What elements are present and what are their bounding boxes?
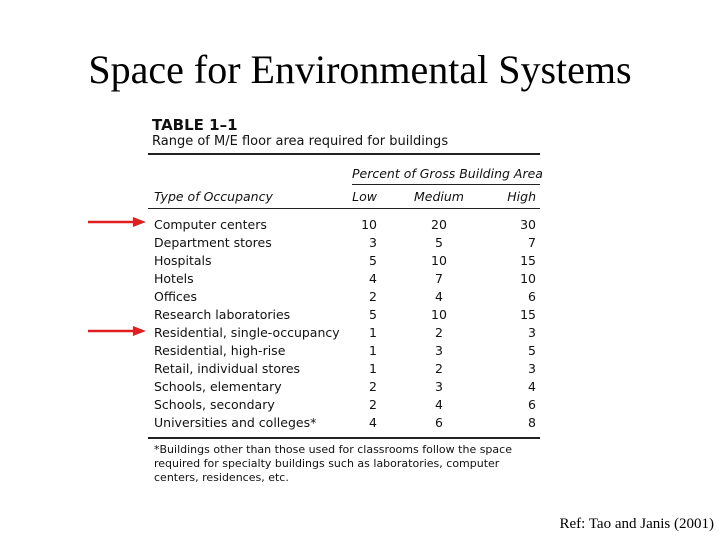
row-low-value: 5 <box>369 253 377 268</box>
row-label: Residential, high-rise <box>154 343 286 358</box>
table-row <box>148 342 540 360</box>
row-high-value: 6 <box>528 397 536 412</box>
row-label: Schools, secondary <box>154 397 275 412</box>
row-low-value: 10 <box>361 217 377 232</box>
row-low-value: 2 <box>369 397 377 412</box>
table-row <box>148 360 540 378</box>
row-low-value: 4 <box>369 271 377 286</box>
column-header-occupancy: Type of Occupancy <box>154 189 273 204</box>
row-medium-value: 2 <box>435 325 443 340</box>
row-high-value: 3 <box>528 361 536 376</box>
row-low-value: 4 <box>369 415 377 430</box>
row-low-value: 1 <box>369 325 377 340</box>
row-low-value: 2 <box>369 379 377 394</box>
row-high-value: 15 <box>520 253 536 268</box>
row-label: Universities and colleges* <box>154 415 317 430</box>
column-header-high: High <box>507 189 536 204</box>
row-label: Residential, single-occupancy <box>154 325 340 340</box>
row-medium-value: 7 <box>435 271 443 286</box>
row-high-value: 10 <box>520 271 536 286</box>
table-row <box>148 414 540 432</box>
row-medium-value: 3 <box>435 343 443 358</box>
row-high-value: 7 <box>528 235 536 250</box>
row-label: Retail, individual stores <box>154 361 301 376</box>
table-row <box>148 378 540 396</box>
column-header-low: Low <box>352 189 377 204</box>
table-row <box>148 270 540 288</box>
row-label: Computer centers <box>154 217 267 232</box>
reference-note: Ref: Tao and Janis (2001) <box>559 516 714 532</box>
table-label: TABLE 1–1 <box>152 116 238 134</box>
table-figure <box>148 116 543 485</box>
row-label: Hotels <box>154 271 194 286</box>
row-low-value: 1 <box>369 343 377 358</box>
row-high-value: 5 <box>528 343 536 358</box>
row-high-value: 3 <box>528 325 536 340</box>
row-medium-value: 10 <box>431 253 447 268</box>
table-row <box>148 288 540 306</box>
row-high-value: 6 <box>528 289 536 304</box>
row-label: Research laboratories <box>154 307 291 322</box>
table-row <box>148 324 540 342</box>
table-row <box>148 234 540 252</box>
row-high-value: 8 <box>528 415 536 430</box>
table-row <box>148 396 540 414</box>
row-medium-value: 20 <box>431 217 447 232</box>
row-low-value: 1 <box>369 361 377 376</box>
table-caption: Range of M/E floor area required for buildings <box>152 134 449 149</box>
row-label: Offices <box>154 289 197 304</box>
row-medium-value: 2 <box>435 361 443 376</box>
row-medium-value: 5 <box>435 235 443 250</box>
row-medium-value: 4 <box>435 397 443 412</box>
row-high-value: 30 <box>520 217 536 232</box>
column-header-row <box>148 188 540 206</box>
slide-title: Space for Environmental Systems <box>88 47 632 92</box>
table-bottom-rule <box>148 437 540 439</box>
row-medium-value: 6 <box>435 415 443 430</box>
table-footnote: *Buildings other than those used for classrooms follow the space required for specialty buildings such as laboratories, computer centers, residences, etc. <box>154 443 512 484</box>
row-high-value: 4 <box>528 379 536 394</box>
arrow-right-icon <box>88 216 146 228</box>
row-high-value: 15 <box>520 307 536 322</box>
table-row <box>148 216 540 234</box>
group-header <box>148 155 543 188</box>
table-body <box>148 209 540 432</box>
row-medium-value: 10 <box>431 307 447 322</box>
column-header-medium: Medium <box>414 189 464 204</box>
table-row <box>148 306 540 324</box>
table-row <box>148 252 540 270</box>
row-label: Schools, elementary <box>154 379 282 394</box>
row-label: Hospitals <box>154 253 212 268</box>
group-header-rule <box>352 184 540 185</box>
row-medium-value: 4 <box>435 289 443 304</box>
arrow-right-icon <box>88 325 146 337</box>
row-low-value: 2 <box>369 289 377 304</box>
group-header-label: Percent of Gross Building Area <box>352 166 543 181</box>
row-label: Department stores <box>154 235 272 250</box>
row-low-value: 5 <box>369 307 377 322</box>
row-medium-value: 3 <box>435 379 443 394</box>
row-low-value: 3 <box>369 235 377 250</box>
